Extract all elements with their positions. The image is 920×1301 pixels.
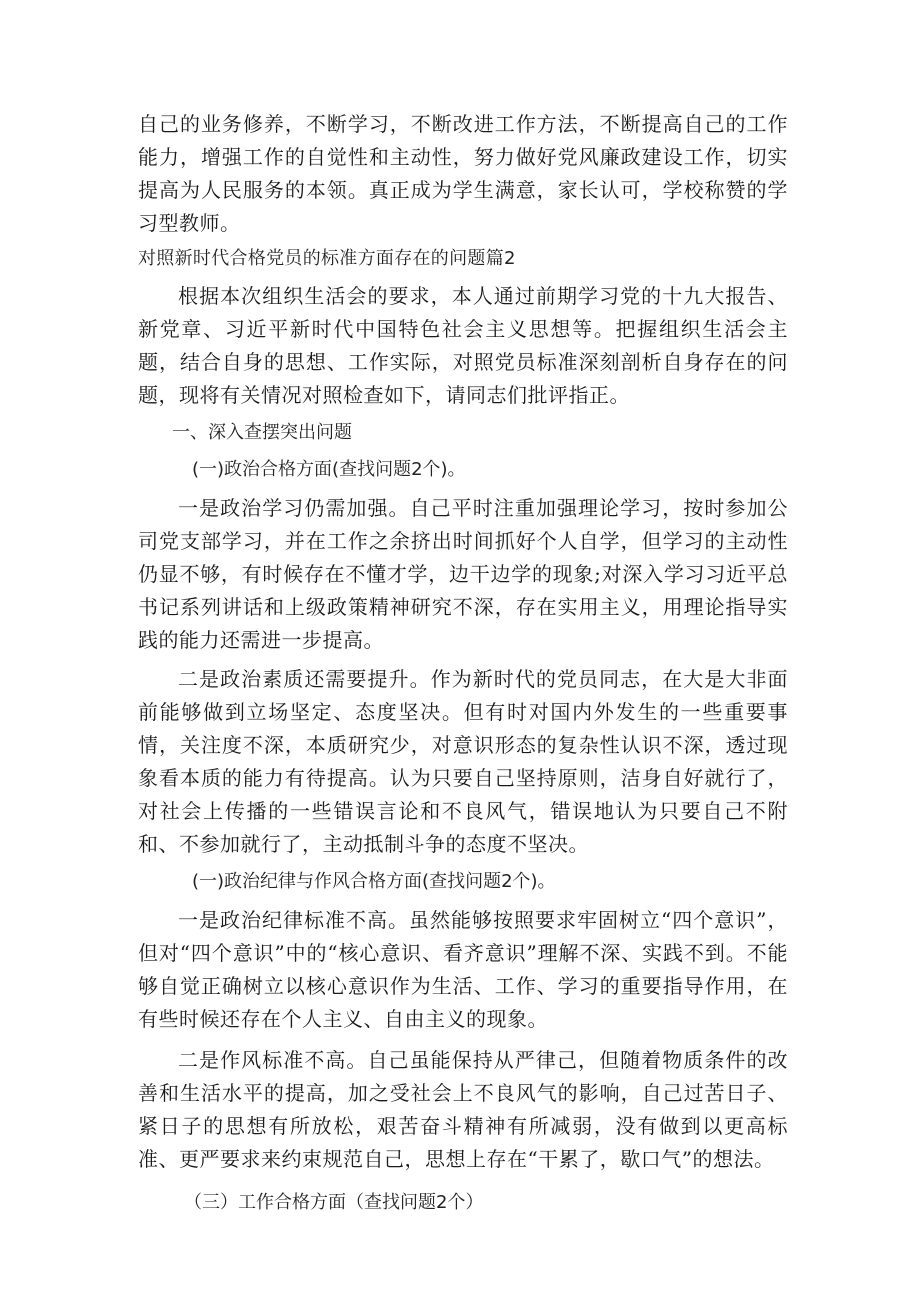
- opening-paragraph: 根据本次组织生活会的要求，本人通过前期学习党的十九大报告、新党章、习近平新时代中国特色社会主义思想等。把握组织生活会主题，结合自身的思想、工作实际，对照党员标准深刻剖析自身存在的问题，现将有关情况对照检查如下，请同志们批评指正。: [138, 284, 788, 407]
- discipline-paragraph-1: 一是政治纪律标准不高。虽然能够按照要求牢固树立“四个意识”，但对“四个意识”中的“核心意识、看齐意识”理解不深、实践不到。不能够自觉正确树立以核心意识作为生活、工作、学习的重要指导作用，在有些时候还存在个人主义、自由主义的现象。: [138, 908, 788, 1031]
- intro-paragraph: 自己的业务修养，不断学习，不断改进工作方法，不断提高自己的工作能力，增强工作的自觉性和主动性，努力做好党风廉政建设工作，切实提高为人民服务的本领。真正成为学生满意，家长认可，学校称赞的学习型教师。: [138, 112, 788, 235]
- subheading-discipline: (一)政治纪律与作风合格方面(查找问题2个)。: [192, 871, 556, 892]
- subheading-work: （三）工作合格方面（查找问题2个）: [184, 1192, 484, 1213]
- heading-section-1: 一、深入查摆突出问题: [172, 422, 352, 443]
- discipline-paragraph-2: 二是作风标准不高。自己虽能保持从严律己，但随着物质条件的改善和生活水平的提高，加之受社会上不良风气的影响，自己过苦日子、紧日子的思想有所放松，艰苦奋斗精神有所减弱，没有做到以更高标准、更严要求来约束规范自己，思想上存在“干累了，歇口气”的想法。: [138, 1048, 788, 1171]
- section-title: 对照新时代合格党员的标准方面存在的问题篇2: [138, 248, 516, 269]
- document-page: [138, 108, 788, 1219]
- subheading-political: (一)政治合格方面(查找问题2个)。: [192, 459, 466, 480]
- political-paragraph-1: 一是政治学习仍需加强。自己平时注重加强理论学习，按时参加公司党支部学习，并在工作之余挤出时间抓好个人自学，但学习的主动性仍显不够，有时候存在不懂才学，边干边学的现象;对深入学习习近平总书记系列讲话和上级政策精神研究不深，存在实用主义，用理论指导实践的能力还需进一步提高。: [138, 496, 788, 652]
- political-paragraph-2: 二是政治素质还需要提升。作为新时代的党员同志，在大是大非面前能够做到立场坚定、态度坚决。但有时对国内外发生的一些重要事情，关注度不深，本质研究少，对意识形态的复杂性认识不深，透过现象看本质的能力有待提高。认为只要自己坚持原则，洁身自好就行了，对社会上传播的一些错误言论和不良风气，错误地认为只要自己不附和、不参加就行了，主动抵制斗争的态度不坚决。: [138, 667, 788, 856]
